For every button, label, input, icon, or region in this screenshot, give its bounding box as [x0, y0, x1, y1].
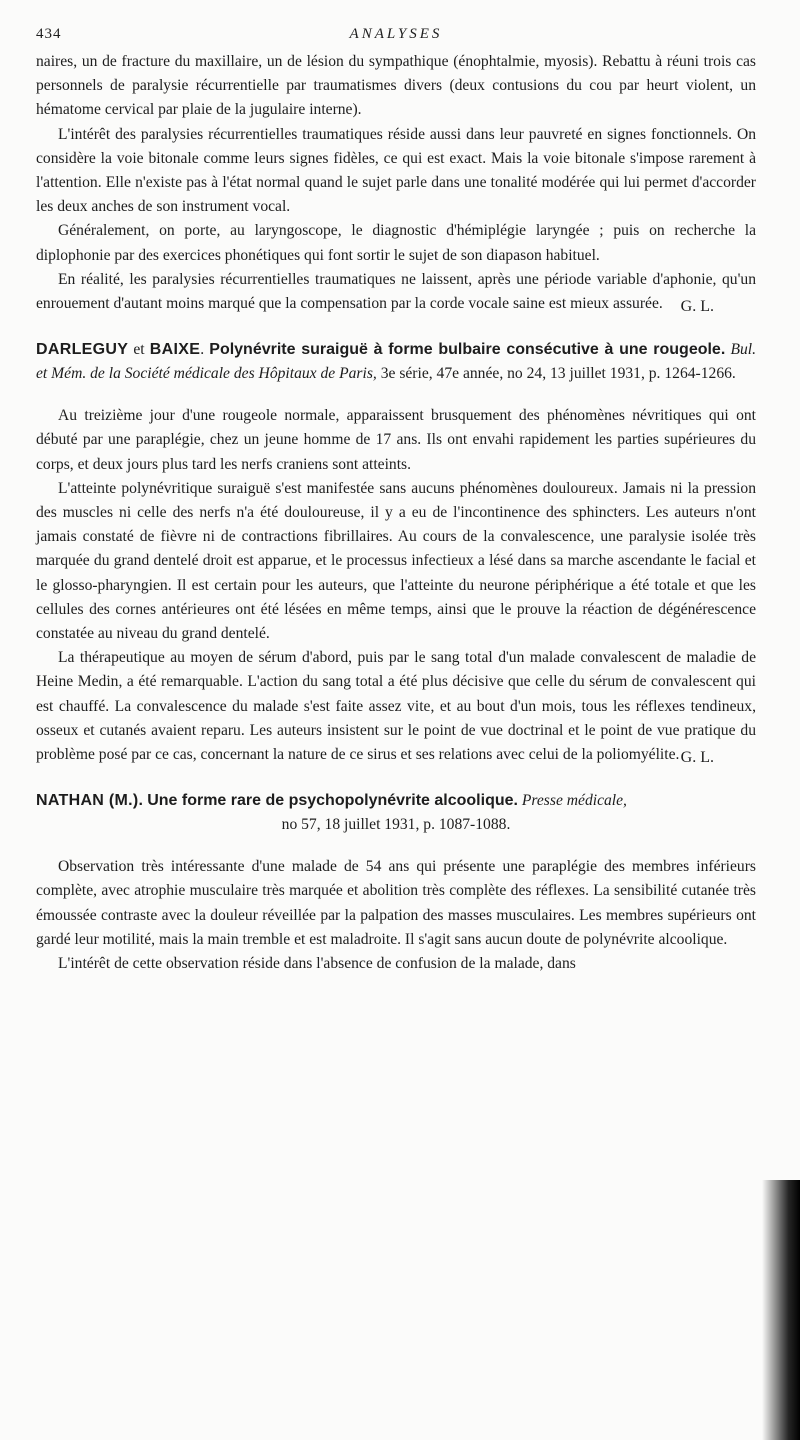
- author: NATHAN (M.).: [36, 792, 144, 810]
- page-number: 434: [36, 26, 62, 42]
- journal-name: Presse médicale,: [521, 792, 627, 810]
- paragraph: Observation très intéressante d'une malade de 54 ans qui présente une paraplégie des membres inférieurs complète, avec atrophie musculaire très marquée et abolition très complète des réflexes. La sensibilité cutanée très émoussée contraste avec la douleur réveillée par la palpation des masses musculaires. Les membres supérieurs ont gardé leur motilité, mais la main tremble et est maladroite. Il s'agit sans aucun doute de polynévrite alcoolique.: [36, 858, 756, 948]
- document-page: [36, 26, 756, 976]
- article-title: Une forme rare de psychopolynévrite alcoolique.: [147, 792, 518, 810]
- paragraph: Au treizième jour d'une rougeole normale, apparaissent brusquement des phénomènes névritiques qui ont débuté par une paraplégie, chez un jeune homme de 17 ans. Ils ont envahi rapidement les parties supérieures du corps, et deux jours plus tard les nerfs craniens sont atteints.: [36, 407, 756, 473]
- entry-nathan: [36, 789, 756, 976]
- running-title: ANALYSES: [349, 26, 443, 42]
- entry-continued: [36, 50, 756, 316]
- signature: G. L.: [680, 298, 714, 316]
- author: DARLEGUY: [36, 341, 129, 359]
- paragraph: naires, un de fracture du maxillaire, un de lésion du sympathique (énophtalmie, myosis). Rebattu à réuni trois cas personnels de paralysie récurrentielle par traumatismes divers (deux contusions du cou par heurt violent, un hématome cervical par plaie de la jugulaire interne).: [36, 53, 756, 119]
- journal-name: Bul. et Mém. de la Société médicale des Hôpitaux de Paris,: [36, 341, 757, 383]
- scan-edge-shadow: [762, 1180, 800, 1440]
- entry-heading: DARLEGUY et BAIXE. Polynévrite suraiguë à forme bulbaire consécutive à une rougeole. Bul. et Mém. de la Société médicale des Hôpitaux de Paris, 3e série, 47e année, no 24, 13 juillet 1931, p. 1264-1266.: [36, 341, 757, 383]
- article-title: Polynévrite suraiguë à forme bulbaire consécutive à une rougeole.: [209, 341, 726, 359]
- paragraph: L'intérêt des paralysies récurrentielles traumatiques réside aussi dans leur pauvreté en signes fonctionnels. On considère la voie bitonale comme leurs signes fidèles, ce qui est exact. Mais la voie bitonale s'impose rarement à l'attention. Elle n'existe pas à l'état normal quand le sujet parle dans une tonalité modérée qui lui permet d'accorder les deux anches de son instrument vocal.: [36, 125, 756, 216]
- paragraph-with-signature: [36, 268, 756, 316]
- author: BAIXE: [149, 341, 201, 359]
- entry-darleguy: [36, 338, 756, 767]
- paragraph: La thérapeutique au moyen de sérum d'abord, puis par le sang total d'un malade convalescent de maladie de Heine Medin, a été remarquable. L'action du sang total a été plus décisive que celle du sérum de convalescent qui est chauffé. La convalescence du malade s'est faite assez vite, et au bout d'un mois, tous les réflexes tendineux, osseux et cutanés avaient reparu. Les auteurs insistent sur le point de vue doctrinal et le point de vue pratique du problème posé par ce cas, concernant la nature de ce sirus et ses relations avec celui de la poliomyélite.: [36, 649, 756, 764]
- paragraph-with-signature: [36, 646, 756, 767]
- paragraph: L'atteinte polynévritique suraiguë s'est manifestée sans aucuns phénomènes douloureux. Jamais ni la pression des muscles ni celle des nerfs n'a été douloureuse, il y a eu de l'incontinence des sphincters. Les auteurs n'ont jamais constaté de fièvre ni de contractions fibrillaires. Au cours de la convalescence, une paralysie isolée très marquée du grand dentelé droit est apparue, et le processus infectieux a lésé dans sa marche ascendante le facial et le glosso-pharyngien. Il est certain pour les auteurs, que l'atteinte du neurone périphérique a été totale et que les cellules des cornes antérieures ont été lésées en même temps, ainsi que le prouve la réaction de dégénérescence constatée au niveau du grand dentelé.: [36, 479, 756, 643]
- conjunction: et: [133, 341, 145, 359]
- paragraph: Généralement, on porte, au laryngoscope, le diagnostic d'hémiplégie laryngée ; puis on recherche la diplophonie par des exercices phonétiques qui font sortir le sujet de son diapason habituel.: [36, 222, 756, 264]
- paragraph: En réalité, les paralysies récurrentielles traumatiques ne laissent, après une période variable d'aphonie, qu'un enrouement d'autant moins marqué que la compensation par la corde vocale saine est mieux assurée.: [36, 270, 756, 313]
- running-head: [36, 26, 756, 50]
- entry-heading: [36, 789, 756, 837]
- signature: G. L.: [680, 749, 714, 767]
- citation: no 57, 18 juillet 1931, p. 1087-1088.: [281, 816, 511, 834]
- citation: 3e série, 47e année, no 24, 13 juillet 1931, p. 1264-1266.: [380, 365, 736, 383]
- paragraph: L'intérêt de cette observation réside dans l'absence de confusion de la malade, dans: [58, 955, 576, 973]
